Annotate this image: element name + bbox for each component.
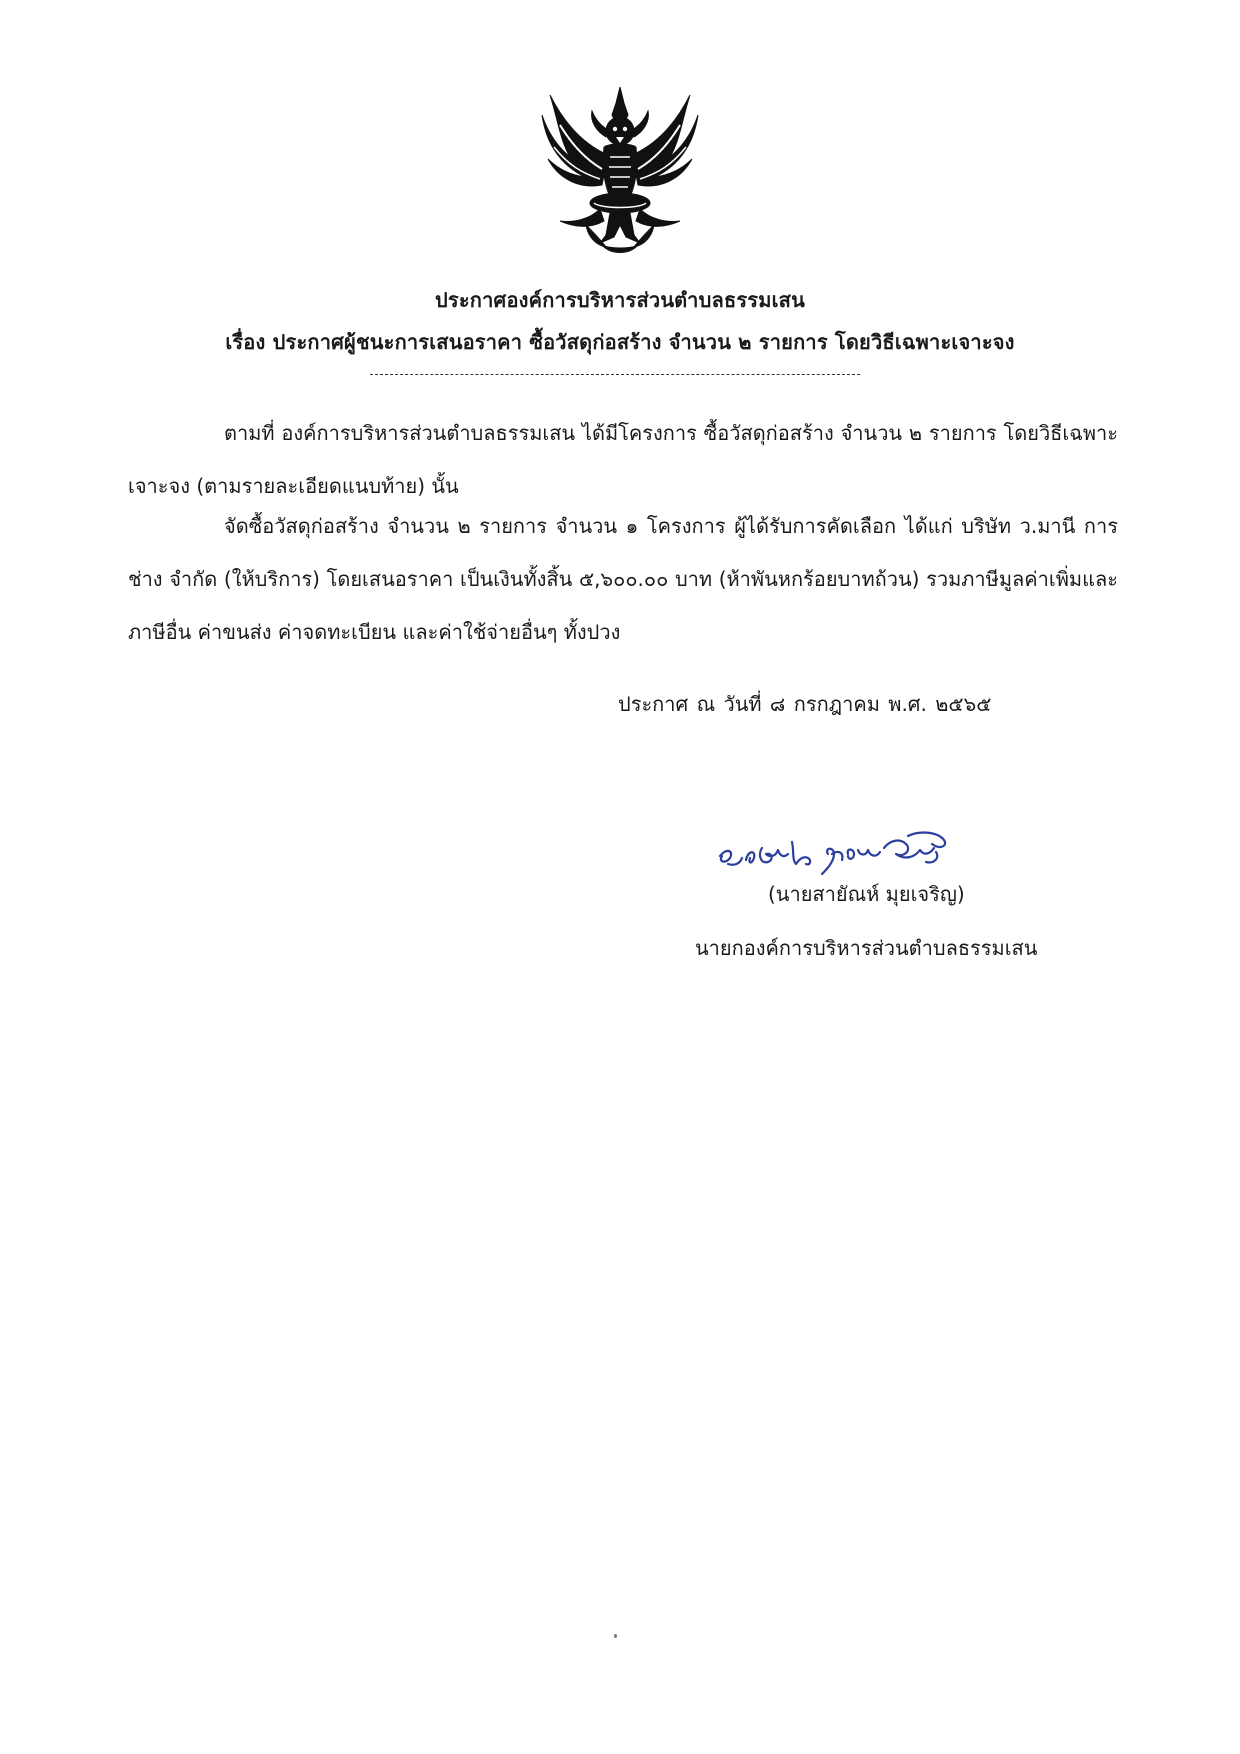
signatory-name: (นายสายัณห์ มุยเจริญ) <box>768 882 965 906</box>
handwritten-signature <box>708 820 978 878</box>
signatory-position: นายกองค์การบริหารส่วนตำบลธรรมเสน <box>695 936 1038 960</box>
body-paragraph-1: ตามที่ องค์การบริหารส่วนตำบลธรรมเสน ได้มีโครงการ ซื้อวัสดุก่อสร้าง จำนวน ๒ รายการ โดยวิธีเฉพาะเจาะจง (ตามรายละเอียดแนบท้าย) นั้น <box>128 421 1118 498</box>
dashed-divider <box>370 374 860 375</box>
scan-speck <box>614 1634 617 1638</box>
announcement-subject: เรื่อง ประกาศผู้ชนะการเสนอราคา ซื้อวัสดุก่อสร้าง จำนวน ๒ รายการ โดยวิธีเฉพาะเจาะจง <box>225 330 1015 354</box>
garuda-emblem-icon <box>530 85 710 260</box>
announcement-title: ประกาศองค์การบริหารส่วนตำบลธรรมเสน <box>435 288 805 312</box>
body-paragraph-2: จัดซื้อวัสดุก่อสร้าง จำนวน ๒ รายการ จำนวน ๑ โครงการ ผู้ได้รับการคัดเลือก ได้แก่ บริษัท ว.มานี การช่าง จำกัด (ให้บริการ) โดยเสนอราคา เป็นเงินทั้งสิ้น ๕,๖๐๐.๐๐ บาท (ห้าพันหกร้อยบาทถ้วน) รวมภาษีมูลค่าเพิ่มและภาษีอื่น ค่าขนส่ง ค่าจดทะเบียน และค่าใช้จ่ายอื่นๆ ทั้งปวง <box>128 514 1118 644</box>
announcement-date: ประกาศ ณ วันที่ ๘ กรกฎาคม พ.ศ. ๒๕๖๕ <box>618 692 992 716</box>
